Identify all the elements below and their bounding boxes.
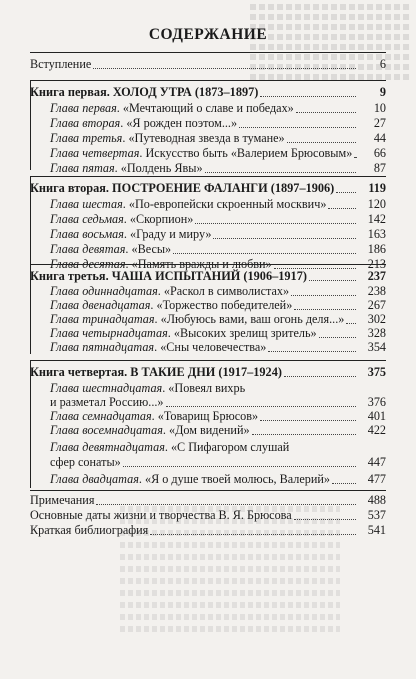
chapter-label: Глава восемнадцатая <box>50 423 163 437</box>
chapter-label: Глава двадцатая <box>50 472 139 486</box>
toc-page-number: 447 <box>367 455 386 469</box>
chapter-title: . «Высоких зрелищ зритель» <box>167 326 317 340</box>
chapter-label: Глава шестая <box>50 197 123 211</box>
toc-page-number: 186 <box>367 242 386 256</box>
top-rule <box>30 52 386 53</box>
dot-leader <box>150 524 356 535</box>
toc-page-number: 27 <box>373 116 386 130</box>
toc-book-2[interactable] <box>30 181 386 195</box>
dot-leader <box>260 86 356 97</box>
toc-page-number: 142 <box>367 212 386 226</box>
toc-book-4[interactable] <box>30 365 386 379</box>
dot-leader <box>354 147 356 158</box>
dot-leader <box>195 213 356 224</box>
dot-leader <box>296 102 356 113</box>
toc-page-number: 328 <box>367 326 386 340</box>
dot-leader <box>123 456 356 467</box>
chapter-title: . «Товарищ Брюсов» <box>151 409 259 423</box>
chapter-title: . «Я о душе твоей молюсь, Валерий» <box>138 472 330 486</box>
toc-chapter[interactable] <box>30 409 386 423</box>
chapter-title-continued: сфер сонаты» <box>50 455 121 469</box>
section-rule <box>30 264 386 265</box>
dot-leader <box>239 117 356 128</box>
toc-chapter[interactable] <box>30 146 386 160</box>
dot-leader <box>332 473 356 484</box>
toc-chapter[interactable] <box>30 381 386 395</box>
chapter-title: . «По-европейски скроенный москвич» <box>122 197 327 211</box>
chapter-label: Глава семнадцатая <box>50 409 152 423</box>
toc-chapter[interactable] <box>30 227 386 241</box>
toc-book-3[interactable] <box>30 269 386 283</box>
chapter-title: . «Путеводная звезда в тумане» <box>122 131 285 145</box>
chapter-title: . «Дом видений» <box>162 423 250 437</box>
chapter-label: Глава вторая <box>50 116 121 130</box>
chapter-label: Глава четырнадцатая <box>50 326 168 340</box>
toc-entry-label: Основные даты жизни и творчества В. Я. Брюсова <box>30 508 292 522</box>
toc-page-number: 238 <box>367 284 386 298</box>
dot-leader <box>328 198 356 209</box>
toc-chapter[interactable] <box>30 340 386 354</box>
toc-chapter[interactable] <box>30 440 386 454</box>
chapter-title: . «Повеял вихрь <box>162 381 246 395</box>
chapter-title: . «Весы» <box>125 242 172 256</box>
chapter-title: . «Любуюсь вами, ваш огонь деля...» <box>154 312 345 326</box>
toc-page-number: 163 <box>367 227 386 241</box>
section-rule <box>30 176 386 177</box>
toc-page-number: 488 <box>367 493 386 507</box>
book-title: Книга третья. ЧАША ИСПЫТАНИЙ (1906–1917) <box>30 269 307 283</box>
page-title: СОДЕРЖАНИЕ <box>148 26 268 43</box>
toc-page-number: 302 <box>367 312 386 326</box>
dot-leader <box>294 299 356 310</box>
chapter-label: Глава девятнадцатая <box>50 440 165 454</box>
dot-leader <box>291 285 356 296</box>
toc-chapter[interactable] <box>30 161 386 175</box>
chapter-label: Глава четвертая <box>50 146 140 160</box>
chapter-title: . «Я рожден поэтом...» <box>120 116 238 130</box>
dot-leader <box>284 366 356 377</box>
dot-leader <box>294 509 356 520</box>
chapter-title: . «Сны человечества» <box>154 340 267 354</box>
chapter-title: . Искусство быть «Валерием Брюсовым» <box>139 146 353 160</box>
toc-page-number: 267 <box>367 298 386 312</box>
section-rule <box>30 490 386 491</box>
chapter-title: . «Торжество победителей» <box>150 298 293 312</box>
toc-entry-label: Вступление <box>30 57 92 71</box>
book-title: Книга вторая. ПОСТРОЕНИЕ ФАЛАНГИ (1897–1906) <box>30 181 335 195</box>
toc-chapter-continuation[interactable] <box>50 455 386 469</box>
toc-page-number: 422 <box>367 423 386 437</box>
toc-page-number: 44 <box>373 131 386 145</box>
section-rule <box>30 360 386 361</box>
chapter-label: Глава десятая <box>50 257 126 271</box>
toc-page-number: 376 <box>367 395 386 409</box>
toc-bibliography[interactable] <box>30 523 386 537</box>
toc-chronology[interactable] <box>30 508 386 522</box>
chapter-label: Глава двенадцатая <box>50 298 151 312</box>
chapter-label: Глава девятая <box>50 242 126 256</box>
toc-page-number: 537 <box>367 508 386 522</box>
toc-chapter[interactable] <box>30 101 386 115</box>
toc-chapter[interactable] <box>30 423 386 437</box>
dot-leader <box>213 228 356 239</box>
chapter-label: Глава одиннадцатая <box>50 284 158 298</box>
dot-leader <box>96 494 356 505</box>
toc-page-number: 541 <box>367 523 386 537</box>
chapter-label: Глава шестнадцатая <box>50 381 163 395</box>
dot-leader <box>336 182 356 193</box>
toc-page-number: 237 <box>367 269 386 283</box>
toc-chapter[interactable] <box>30 312 386 326</box>
book-title: Книга первая. ХОЛОД УТРА (1873–1897) <box>30 85 259 99</box>
dot-leader <box>252 424 356 435</box>
toc-book-1[interactable] <box>30 85 386 99</box>
chapter-title: . «Граду и миру» <box>123 227 212 241</box>
chapter-label: Глава пятая <box>50 161 115 175</box>
toc-page-number: 87 <box>373 161 386 175</box>
toc-chapter[interactable] <box>30 116 386 130</box>
toc-page-number: 10 <box>373 101 386 115</box>
toc-intro[interactable] <box>30 57 386 71</box>
toc-page-number: 401 <box>367 409 386 423</box>
chapter-label: Глава первая <box>50 101 117 115</box>
chapter-title: . «Мечтающий о славе и победах» <box>116 101 294 115</box>
dot-leader <box>260 410 356 421</box>
toc-notes[interactable] <box>30 493 386 507</box>
dot-leader <box>319 327 356 338</box>
dot-leader <box>173 243 356 254</box>
chapter-label: Глава пятнадцатая <box>50 340 155 354</box>
chapter-label: Глава тринадцатая <box>50 312 155 326</box>
toc-chapter[interactable] <box>30 326 386 340</box>
toc-page-number: 354 <box>367 340 386 354</box>
toc-chapter[interactable] <box>30 242 386 256</box>
dot-leader <box>205 162 356 173</box>
toc-page-number: 9 <box>379 85 386 99</box>
toc-entry-label: Примечания <box>30 493 95 507</box>
toc-chapter[interactable] <box>30 472 386 486</box>
toc-chapter[interactable] <box>30 131 386 145</box>
book-title: Книга четвертая. В ТАКИЕ ДНИ (1917–1924) <box>30 365 282 379</box>
dot-leader <box>287 132 356 143</box>
chapter-title: . «Память вражды и любви» <box>125 257 272 271</box>
toc-page-number: 120 <box>367 197 386 211</box>
dot-leader <box>309 270 356 281</box>
toc-page-number: 66 <box>373 146 386 160</box>
toc-page-number: 477 <box>367 472 386 486</box>
toc-chapter[interactable] <box>30 212 386 226</box>
toc-chapter[interactable] <box>30 284 386 298</box>
chapter-label: Глава восьмая <box>50 227 124 241</box>
toc-page-number: 213 <box>367 257 386 271</box>
dot-leader <box>346 313 356 324</box>
chapter-label: Глава седьмая <box>50 212 124 226</box>
toc-chapter-continuation[interactable] <box>50 395 386 409</box>
chapter-title: . «Раскол в символистах» <box>157 284 290 298</box>
chapter-title: . «С Пифагором слушай <box>164 440 290 454</box>
chapter-title: . «Скорпион» <box>123 212 194 226</box>
toc-page-number: 375 <box>367 365 386 379</box>
dot-leader <box>93 58 356 69</box>
chapter-title-continued: и разметал Россию...» <box>50 395 164 409</box>
toc-chapter[interactable] <box>30 197 386 211</box>
dot-leader <box>268 341 356 352</box>
section-rule <box>30 80 386 81</box>
chapter-title: . «Полдень Явы» <box>114 161 203 175</box>
dot-leader <box>166 396 356 407</box>
chapter-label: Глава третья <box>50 131 123 145</box>
toc-chapter[interactable] <box>30 298 386 312</box>
toc-page-number: 6 <box>379 57 386 71</box>
toc-entry-label: Краткая библиография <box>30 523 149 537</box>
toc-page-number: 119 <box>368 181 386 195</box>
